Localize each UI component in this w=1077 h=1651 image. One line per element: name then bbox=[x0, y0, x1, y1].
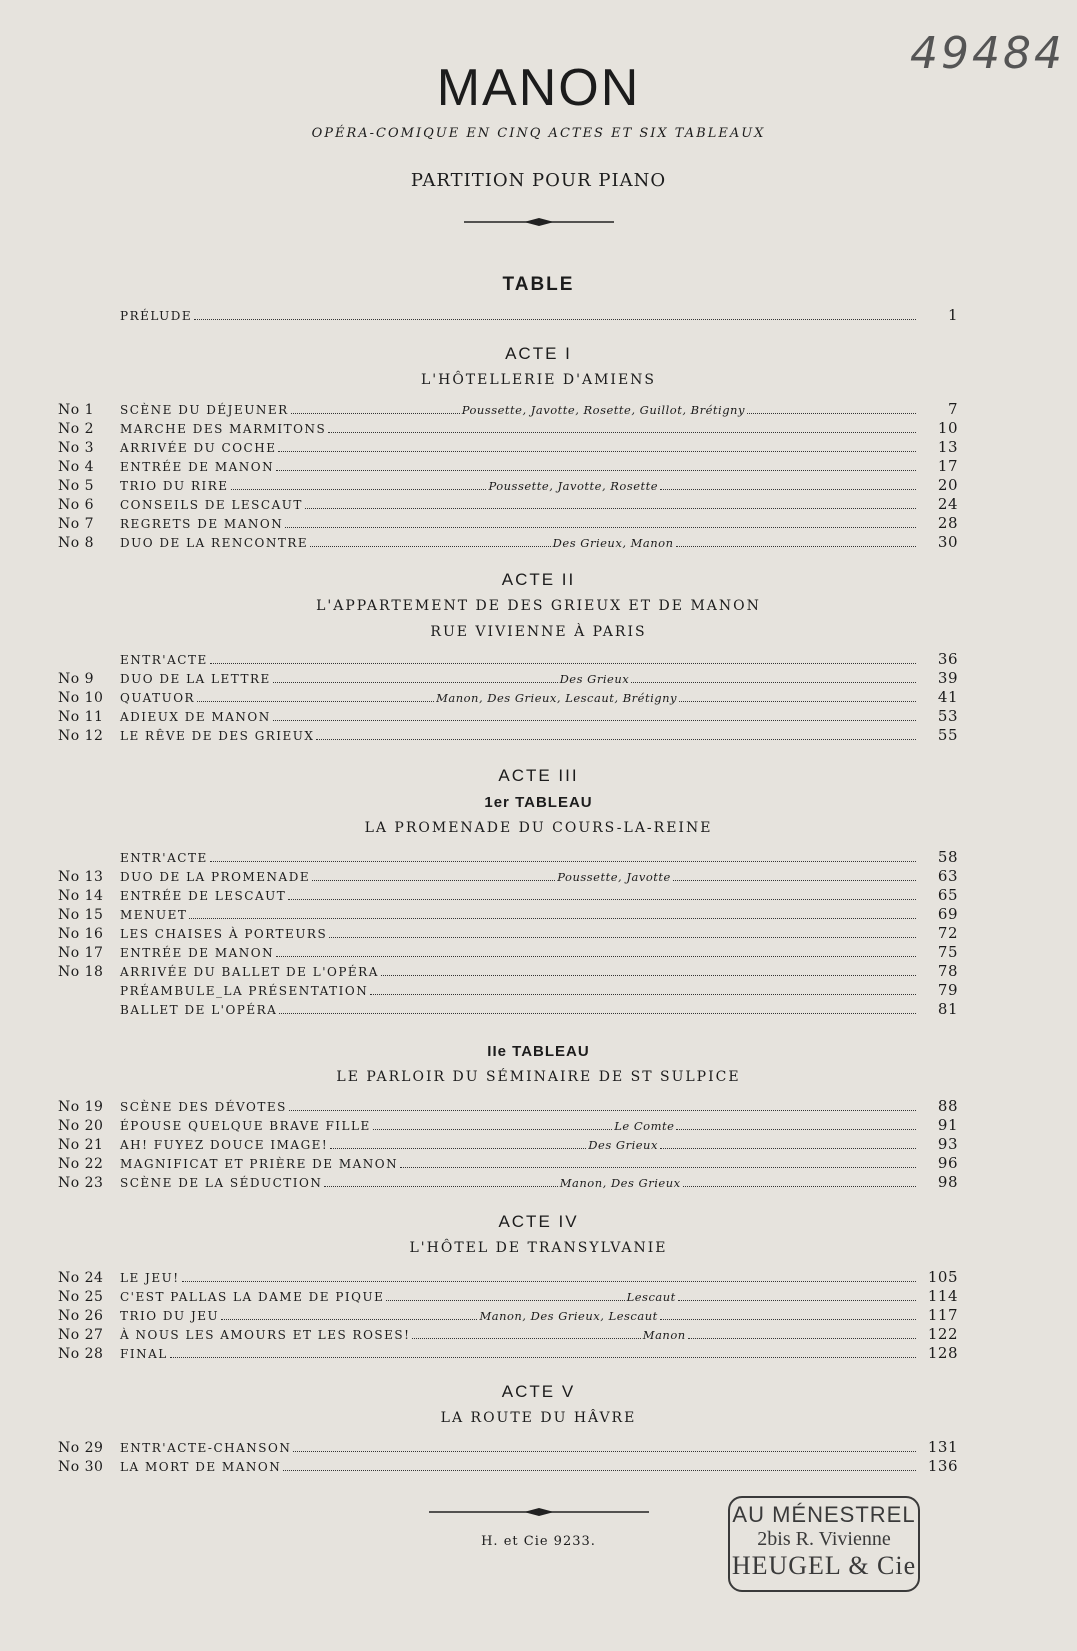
entry-page: 81 bbox=[937, 1000, 958, 1018]
dot-leader bbox=[324, 1186, 557, 1187]
entry-name: ADIEUX DE MANON bbox=[120, 710, 271, 724]
toc-entry bbox=[58, 1135, 958, 1155]
toc-entry-prelude bbox=[58, 306, 958, 326]
entry-name: SCÈNE DES DÉVOTES bbox=[120, 1100, 287, 1114]
entry-name: ENTR'ACTE-CHANSON bbox=[120, 1441, 292, 1455]
entry-name: ÉPOUSE QUELQUE BRAVE FILLE bbox=[120, 1119, 371, 1133]
entry-number: No 1 bbox=[58, 402, 95, 418]
entry-name: TRIO DU RIRE bbox=[120, 479, 229, 493]
entry-characters: Lescaut bbox=[626, 1290, 676, 1304]
entry-number: No 15 bbox=[58, 907, 104, 923]
entry-number: No 6 bbox=[58, 497, 95, 513]
dot-leader bbox=[676, 546, 917, 547]
toc-entry bbox=[58, 726, 958, 746]
dot-leader bbox=[273, 682, 558, 683]
act-heading: ACTE II bbox=[501, 570, 576, 589]
entry-name: MARCHE DES MARMITONS bbox=[120, 422, 327, 436]
entry-number: No 7 bbox=[58, 516, 95, 532]
entry-number: No 9 bbox=[58, 671, 95, 687]
toc-entry bbox=[58, 1306, 958, 1326]
dot-leader bbox=[291, 413, 460, 414]
dot-leader bbox=[312, 880, 555, 881]
toc-entry bbox=[58, 650, 958, 670]
entry-number: No 8 bbox=[58, 535, 95, 551]
entry-name: PRÉAMBULE_LA PRÉSENTATION bbox=[120, 984, 369, 998]
act-location: LA PROMENADE DU COURS-LA-REINE bbox=[364, 820, 713, 836]
subtitle: OPÉRA-COMIQUE EN CINQ ACTES ET SIX TABLEAUX bbox=[311, 126, 766, 141]
dot-leader bbox=[676, 1129, 916, 1130]
entry-name: DUO DE LA LETTRE bbox=[120, 672, 271, 686]
entry-name: PRÉLUDE bbox=[120, 309, 193, 323]
entry-number: No 2 bbox=[58, 421, 95, 437]
entry-number: No 19 bbox=[58, 1099, 104, 1115]
toc-entry bbox=[58, 1116, 958, 1136]
toc-entry bbox=[58, 707, 958, 727]
entry-name: MAGNIFICAT ET PRIÈRE DE MANON bbox=[120, 1157, 399, 1171]
dot-leader bbox=[370, 994, 916, 995]
dot-leader bbox=[688, 1338, 916, 1339]
entry-number: No 25 bbox=[58, 1289, 104, 1305]
entry-characters: Des Grieux, Manon bbox=[552, 536, 674, 550]
entry-page: 20 bbox=[937, 476, 958, 494]
ornament-divider-top bbox=[0, 212, 1077, 231]
dot-leader bbox=[678, 1300, 916, 1301]
page-title: MANON bbox=[436, 59, 641, 117]
entry-name: LES CHAISES À PORTEURS bbox=[120, 927, 328, 941]
entry-number: No 23 bbox=[58, 1175, 104, 1191]
act-location: L'APPARTEMENT DE DES GRIEUX ET DE MANON bbox=[316, 598, 761, 614]
dot-leader bbox=[293, 1451, 916, 1452]
entry-number: No 27 bbox=[58, 1327, 104, 1343]
entry-name: QUATUOR bbox=[120, 691, 196, 705]
entry-page: 96 bbox=[937, 1154, 958, 1172]
dot-leader bbox=[197, 701, 434, 702]
entry-characters: Manon bbox=[642, 1328, 686, 1342]
dot-leader bbox=[221, 1319, 477, 1320]
toc-entry bbox=[58, 476, 958, 496]
act-location: LE PARLOIR DU SÉMINAIRE DE ST SULPICE bbox=[336, 1069, 741, 1085]
entry-number: No 12 bbox=[58, 728, 104, 744]
entry-number: No 5 bbox=[58, 478, 95, 494]
toc-entry bbox=[58, 867, 958, 887]
toc-entry bbox=[58, 688, 958, 708]
entry-name: LE JEU! bbox=[120, 1271, 180, 1285]
entry-number: No 28 bbox=[58, 1346, 104, 1362]
toc-entry bbox=[58, 905, 958, 925]
entry-page: 131 bbox=[927, 1438, 958, 1456]
entry-name: TRIO DU JEU bbox=[120, 1309, 220, 1323]
act-heading: ACTE I bbox=[505, 344, 572, 363]
entry-name: ENTR'ACTE bbox=[120, 653, 208, 667]
entry-characters: Manon, Des Grieux, Lescaut, Brétigny bbox=[436, 691, 678, 705]
dot-leader bbox=[381, 975, 916, 976]
dot-leader bbox=[660, 1319, 916, 1320]
publisher-plate-number: H. et Cie 9233. bbox=[481, 1534, 596, 1549]
toc-entry bbox=[58, 495, 958, 515]
toc-entry bbox=[58, 1097, 958, 1117]
entry-page: 10 bbox=[937, 419, 958, 437]
dot-leader bbox=[276, 470, 916, 471]
dot-leader bbox=[373, 1129, 613, 1130]
dot-leader bbox=[683, 1186, 916, 1187]
toc-entry bbox=[58, 924, 958, 944]
table-heading: TABLE bbox=[502, 274, 575, 295]
tableau-heading: IIe TABLEAU bbox=[487, 1043, 590, 1060]
toc-entry bbox=[58, 457, 958, 477]
entry-page: 128 bbox=[927, 1344, 958, 1362]
entry-number: No 10 bbox=[58, 690, 104, 706]
entry-characters: Poussette, Javotte, Rosette bbox=[488, 479, 659, 493]
dot-leader bbox=[276, 956, 916, 957]
act-heading: ACTE V bbox=[501, 1382, 576, 1401]
toc-entry bbox=[58, 1154, 958, 1174]
entry-page: 136 bbox=[927, 1457, 958, 1475]
entry-name: FINAL bbox=[120, 1347, 168, 1361]
stamp-line-1: AU MÉNESTREL bbox=[732, 1502, 916, 1527]
entry-name: ENTR'ACTE bbox=[120, 851, 208, 865]
entry-page: 17 bbox=[937, 457, 958, 475]
entry-page: 78 bbox=[937, 962, 958, 980]
entry-page: 1 bbox=[947, 306, 958, 324]
entry-name: ENTRÉE DE MANON bbox=[120, 460, 275, 474]
entry-characters: Manon, Des Grieux bbox=[559, 1176, 681, 1190]
toc-entry bbox=[58, 886, 958, 906]
dot-leader bbox=[660, 1148, 916, 1149]
toc-entry bbox=[58, 1457, 958, 1477]
entry-characters: Manon, Des Grieux, Lescaut bbox=[479, 1309, 658, 1323]
entry-name: C'EST PALLAS LA DAME DE PIQUE bbox=[120, 1290, 385, 1304]
dot-leader bbox=[310, 546, 551, 547]
entry-name: DUO DE LA RENCONTRE bbox=[120, 536, 309, 550]
dot-leader bbox=[330, 1148, 586, 1149]
entry-name: À NOUS LES AMOURS ET LES ROSES! bbox=[120, 1328, 411, 1342]
dot-leader bbox=[189, 918, 916, 919]
entry-page: 105 bbox=[927, 1268, 958, 1286]
dot-leader bbox=[660, 489, 916, 490]
dot-leader bbox=[386, 1300, 624, 1301]
toc-entry bbox=[58, 514, 958, 534]
entry-name: ARRIVÉE DU COCHE bbox=[120, 441, 277, 455]
toc-entry bbox=[58, 419, 958, 439]
entry-name: ENTRÉE DE LESCAUT bbox=[120, 889, 287, 903]
stamp-line-2: 2bis R. Vivienne bbox=[757, 1528, 891, 1550]
tableau-heading: 1er TABLEAU bbox=[484, 794, 593, 811]
entry-page: 91 bbox=[937, 1116, 958, 1134]
toc-entry bbox=[58, 438, 958, 458]
dot-leader bbox=[283, 1470, 916, 1471]
entry-page: 55 bbox=[937, 726, 958, 744]
entry-name: SCÈNE DU DÉJEUNER bbox=[120, 403, 289, 417]
dot-leader bbox=[231, 489, 487, 490]
entry-page: 93 bbox=[937, 1135, 959, 1153]
entry-page: 117 bbox=[927, 1306, 959, 1324]
dot-leader bbox=[400, 1167, 916, 1168]
dot-leader bbox=[412, 1338, 640, 1339]
dot-leader bbox=[305, 508, 916, 509]
entry-page: 88 bbox=[937, 1097, 958, 1115]
toc-entry bbox=[58, 669, 958, 689]
entry-page: 53 bbox=[937, 707, 958, 725]
entry-page: 41 bbox=[937, 688, 958, 706]
entry-page: 30 bbox=[937, 533, 959, 551]
dot-leader bbox=[289, 1110, 916, 1111]
entry-number: No 13 bbox=[58, 869, 104, 885]
entry-number: No 30 bbox=[58, 1459, 104, 1475]
dot-leader bbox=[279, 1013, 916, 1014]
act-location: L'HÔTEL DE TRANSYLVANIE bbox=[409, 1240, 668, 1256]
toc-entry bbox=[58, 962, 958, 982]
entry-name: CONSEILS DE LESCAUT bbox=[120, 498, 303, 512]
toc-entry bbox=[58, 848, 958, 868]
entry-characters: Le Comte bbox=[614, 1119, 675, 1133]
entry-page: 65 bbox=[937, 886, 958, 904]
act-heading: ACTE III bbox=[498, 766, 579, 785]
entry-page: 24 bbox=[937, 495, 958, 513]
dot-leader bbox=[278, 451, 916, 452]
entry-number: No 21 bbox=[58, 1137, 104, 1153]
entry-name: ARRIVÉE DU BALLET DE L'OPÉRA bbox=[120, 965, 379, 979]
dot-leader bbox=[210, 861, 916, 862]
entry-name: LA MORT DE MANON bbox=[120, 1460, 282, 1474]
entry-number: No 20 bbox=[58, 1118, 104, 1134]
entry-characters: Des Grieux bbox=[588, 1138, 658, 1152]
entry-page: 58 bbox=[937, 848, 958, 866]
act-location-line2: RUE VIVIENNE À PARIS bbox=[430, 624, 647, 640]
stamp-line-3: HEUGEL & Cie bbox=[731, 1551, 917, 1580]
entry-name: AH! FUYEZ DOUCE IMAGE! bbox=[120, 1138, 329, 1152]
entry-number: No 22 bbox=[58, 1156, 104, 1172]
toc-entry bbox=[58, 1325, 958, 1345]
toc-entry bbox=[58, 943, 958, 963]
entry-page: 13 bbox=[937, 438, 958, 456]
entry-number: No 24 bbox=[58, 1270, 104, 1286]
toc-entry bbox=[58, 400, 958, 420]
act-location: L'HÔTELLERIE D'AMIENS bbox=[420, 372, 657, 388]
partition-label: PARTITION POUR PIANO bbox=[410, 170, 667, 191]
toc-entry bbox=[58, 1438, 958, 1458]
entry-number: No 29 bbox=[58, 1440, 104, 1456]
dot-leader bbox=[182, 1281, 916, 1282]
toc-entry bbox=[58, 1287, 958, 1307]
entry-page: 7 bbox=[947, 400, 958, 418]
entry-page: 122 bbox=[927, 1325, 959, 1343]
entry-number: No 3 bbox=[58, 440, 95, 456]
entry-page: 69 bbox=[937, 905, 958, 923]
publisher-stamp bbox=[728, 1496, 920, 1592]
dot-leader bbox=[328, 432, 916, 433]
dot-leader bbox=[273, 720, 916, 721]
entry-page: 28 bbox=[937, 514, 958, 532]
toc-entry bbox=[58, 1268, 958, 1288]
dot-leader bbox=[288, 899, 916, 900]
entry-number: No 26 bbox=[58, 1308, 104, 1324]
entry-page: 114 bbox=[927, 1287, 959, 1305]
entry-page: 39 bbox=[937, 669, 959, 687]
dot-leader bbox=[329, 937, 916, 938]
dot-leader bbox=[170, 1357, 916, 1358]
entry-characters: Poussette, Javotte, Rosette, Guillot, Brétigny bbox=[461, 403, 745, 417]
act-heading: ACTE IV bbox=[498, 1212, 579, 1231]
dot-leader bbox=[316, 739, 916, 740]
toc-entry bbox=[58, 533, 958, 553]
dot-leader bbox=[747, 413, 916, 414]
entry-characters: Des Grieux bbox=[559, 672, 630, 686]
toc-entry bbox=[58, 1173, 958, 1193]
entry-name: DUO DE LA PROMENADE bbox=[120, 870, 311, 884]
toc-entry bbox=[58, 1000, 958, 1020]
toc-entry bbox=[58, 1344, 958, 1364]
entry-name: BALLET DE L'OPÉRA bbox=[120, 1003, 278, 1017]
entry-name: ENTRÉE DE MANON bbox=[120, 946, 275, 960]
handwritten-catalog-number: 49484 bbox=[910, 28, 1065, 79]
entry-number: No 16 bbox=[58, 926, 104, 942]
entry-page: 75 bbox=[937, 943, 958, 961]
entry-page: 98 bbox=[937, 1173, 958, 1191]
entry-number: No 4 bbox=[58, 459, 95, 475]
entry-name: REGRETS DE MANON bbox=[120, 517, 284, 531]
toc-entry bbox=[58, 981, 958, 1001]
act-location: LA ROUTE DU HÂVRE bbox=[440, 1410, 637, 1426]
dot-leader bbox=[679, 701, 916, 702]
entry-number: No 14 bbox=[58, 888, 104, 904]
entry-number: No 11 bbox=[58, 709, 104, 725]
dot-leader bbox=[673, 880, 916, 881]
entry-page: 72 bbox=[937, 924, 958, 942]
entry-name: SCÈNE DE LA SÉDUCTION bbox=[120, 1176, 323, 1190]
entry-characters: Poussette, Javotte bbox=[557, 870, 671, 884]
entry-number: No 18 bbox=[58, 964, 104, 980]
entry-page: 63 bbox=[937, 867, 958, 885]
entry-number: No 17 bbox=[58, 945, 104, 961]
dot-leader bbox=[285, 527, 916, 528]
dot-leader bbox=[210, 663, 916, 664]
dot-leader bbox=[631, 682, 916, 683]
entry-name: LE RÊVE DE DES GRIEUX bbox=[120, 729, 315, 743]
entry-page: 36 bbox=[937, 650, 958, 668]
entry-name: MENUET bbox=[120, 908, 188, 922]
entry-page: 79 bbox=[937, 981, 958, 999]
